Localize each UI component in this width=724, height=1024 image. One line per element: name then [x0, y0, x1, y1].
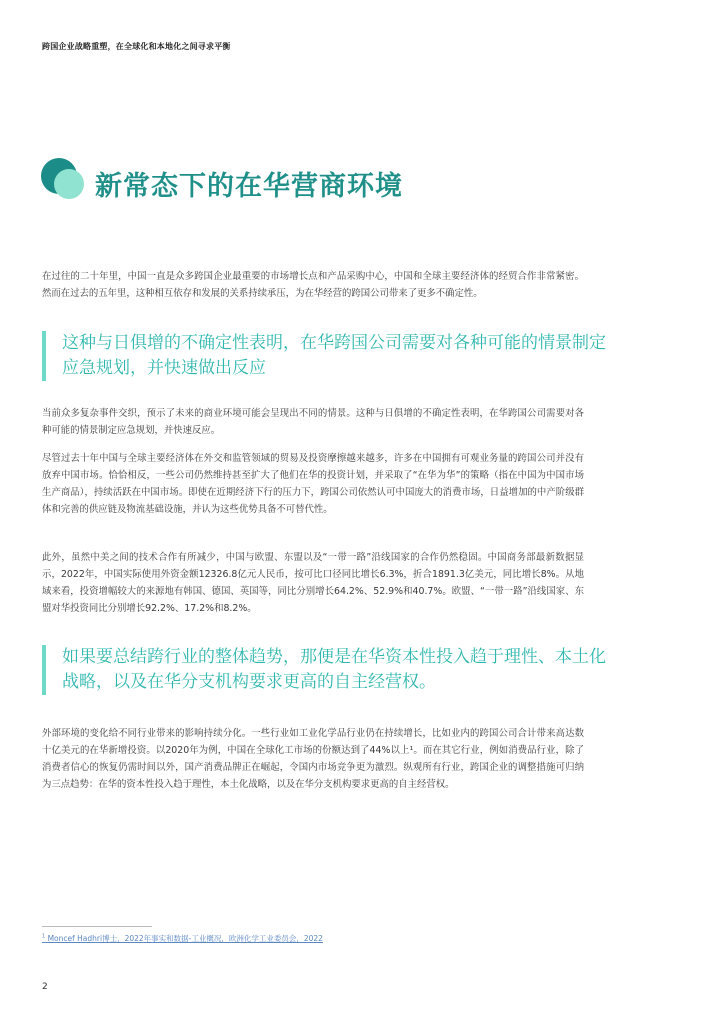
- section-title: 新常态下的在华营商环境: [95, 171, 403, 202]
- paragraph-intro: 在过往的二十年里，中国一直是众多跨国企业最重要的市场增长点和产品采购中心，中国和全球主要经济体的经贸合作非常紧密。然而在过去的五年里，这种相互依存和发展的关系持续承压，为在华经营的跨国公司带来了更多不确定性。: [42, 271, 584, 299]
- paragraph-investment: 尽管过去十年中国与全球主要经济体在外交和监管领域的贸易及投资摩擦越来越多，许多在中国拥有可观业务量的跨国公司并没有放弃中国市场。恰恰相反，一些公司仍然维持甚至扩大了他们在华的投资计划，并采取了“在华为华”的策略（指在中国为中国市场生产商品），持续活跃在中国市场。即使在近期经济下行的压力下，跨国公司依然认可中国庞大的消费市场，日益增加的中产阶级群体和完善的供应链及物流基础设施，并认为这些优势具备不可替代性。: [42, 453, 584, 515]
- paragraph-industries: 外部环境的变化给不同行业带来的影响持续分化。一些行业如工业化学品行业仍在持续增长，比如业内的跨国公司合计带来高达数十亿美元的在华新增投资。以2020年为例，中国在全球化工市场的份额达到了44%以上¹。而在其它行业，例如消费品行业，除了消费者信心的恢复仍需时间以外，国产消费品牌正在崛起，令国内市场竞争更为激烈。纵观所有行业，跨国企业的调整措施可归纳为三点趋势：在华的资本性投入趋于理性，本土化战略，以及在华分支机构要求更高的自主经营权。: [42, 728, 584, 790]
- logo-light-circle: [54, 169, 84, 199]
- footnote-marker: 1: [42, 933, 46, 940]
- section-logo-icon: [40, 157, 86, 203]
- running-header: 跨国企业战略重塑，在全球化和本地化之间寻求平衡: [42, 42, 231, 51]
- pull-quote-1: 这种与日俱增的不确定性表明，在华跨国公司需要对各种可能的情景制定应急规划，并快速做出反应: [42, 331, 612, 381]
- footnote-link[interactable]: [42, 933, 323, 944]
- footnote-text: Moncef Hadhri博士，2022年事实和数据-工业概况，欧洲化学工业委员会，2022: [47, 934, 323, 943]
- footnote-divider: [42, 926, 152, 927]
- paragraph-cooperation: 此外，虽然中美之间的技术合作有所减少，中国与欧盟、东盟以及“一带一路”沿线国家的合作仍然稳固。中国商务部最新数据显示，2022年，中国实际使用外资金额12326.8亿元人民币，按可比口径同比增长6.3%，折合1891.3亿美元，同比增长8%。从地域来看，投资增幅较大的来源地有韩国、德国、英国等，同比分别增长64.2%、52.9%和40.7%。欧盟、“一带一路”沿线国家、东盟对华投资同比分别增长92.2%、17.2%和8.2%。: [42, 552, 584, 614]
- paragraph-scenarios: 当前众多复杂事件交织，预示了未来的商业环境可能会呈现出不同的情景。这种与日俱增的不确定性表明，在华跨国公司需要对各种可能的情景制定应急规划，并快速反应。: [42, 408, 584, 436]
- pull-quote-2: 如果要总结跨行业的整体趋势，那便是在华资本性投入趋于理性、本土化战略，以及在华分支机构要求更高的自主经营权。: [42, 645, 612, 695]
- page-number: 2: [42, 982, 48, 992]
